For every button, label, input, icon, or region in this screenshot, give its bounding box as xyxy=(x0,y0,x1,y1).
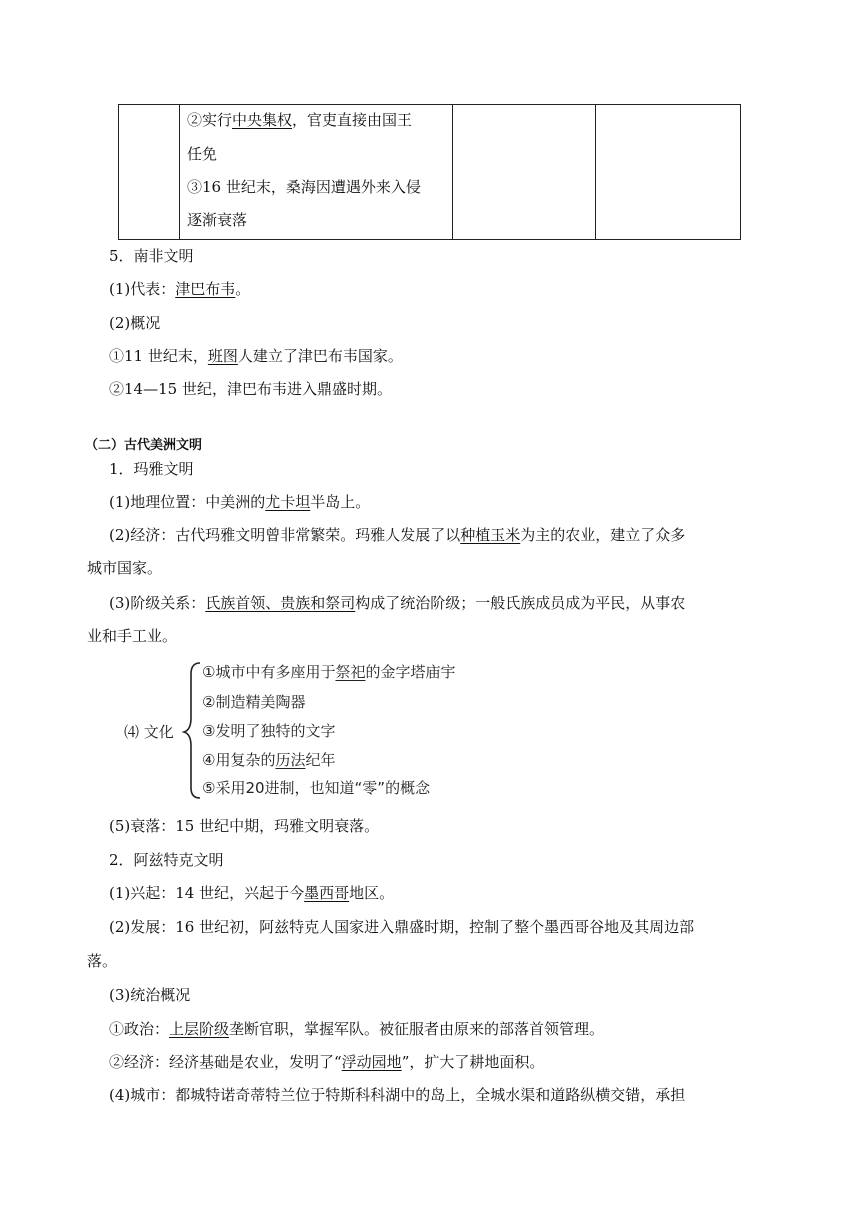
paragraph: ②14—15 世纪，津巴布韦进入鼎盛时期。 xyxy=(109,380,392,398)
paragraph: (1)代表：津巴布韦。 xyxy=(109,280,251,298)
paragraph: ①11 世纪末，班图人建立了津巴布韦国家。 xyxy=(109,347,403,365)
table-cell-line: ②实行中央集权，官吏直接由国王 xyxy=(187,111,413,129)
table-cell-line: ③16 世纪末，桑海因遭遇外来入侵 xyxy=(187,178,421,196)
culture-brace-diagram xyxy=(118,658,488,803)
paragraph-continuation: 业和手工业。 xyxy=(87,627,178,645)
table-divider xyxy=(595,105,596,239)
culture-item: ②制造精美陶器 xyxy=(202,693,306,711)
culture-label: ⑷ 文化 xyxy=(124,723,174,741)
paragraph: (2)概况 xyxy=(109,314,161,332)
paragraph: (2)经济：古代玛雅文明曾非常繁荣。玛雅人发展了以种植玉米为主的农业，建立了众多 xyxy=(109,526,686,544)
table-fragment xyxy=(118,104,741,240)
paragraph: ②经济：经济基础是农业，发明了“浮动园地”，扩大了耕地面积。 xyxy=(109,1053,545,1071)
paragraph: (3)统治概况 xyxy=(109,986,191,1004)
culture-item: ④用复杂的历法纪年 xyxy=(202,751,336,769)
paragraph: (3)阶级关系：氏族首领、贵族和祭司构成了统治阶级；一般氏族成员成为平民，从事农 xyxy=(109,594,686,612)
paragraph-continuation: 城市国家。 xyxy=(87,559,163,577)
paragraph: ①政治：上层阶级垄断官职，掌握军队。被征服者由原来的部落首领管理。 xyxy=(109,1020,605,1038)
section-heading: （二）古代美洲文明 xyxy=(85,438,203,453)
heading-south-africa: 5．南非文明 xyxy=(109,247,194,265)
table-divider xyxy=(179,105,180,239)
heading-aztec: 2．阿兹特克文明 xyxy=(109,851,224,869)
table-divider xyxy=(452,105,453,239)
paragraph: (2)发展：16 世纪初，阿兹特克人国家进入鼎盛时期，控制了整个墨西哥谷地及其周边部 xyxy=(109,918,695,936)
table-cell-line: 逐渐衰落 xyxy=(187,211,248,229)
paragraph: (5)衰落：15 世纪中期，玛雅文明衰落。 xyxy=(109,817,380,835)
culture-item: ①城市中有多座用于祭祀的金字塔庙宇 xyxy=(202,663,456,681)
paragraph: (4)城市：都城特诺奇蒂特兰位于特斯科科湖中的岛上，全城水渠和道路纵横交错，承担 xyxy=(109,1086,686,1104)
brace-icon xyxy=(182,660,202,800)
paragraph: (1)地理位置：中美洲的尤卡坦半岛上。 xyxy=(109,493,371,511)
paragraph: (1)兴起：14 世纪，兴起于今墨西哥地区。 xyxy=(109,884,395,902)
culture-item: ③发明了独特的文字 xyxy=(202,722,336,740)
table-cell-line: 任免 xyxy=(187,145,218,163)
paragraph-continuation: 落。 xyxy=(87,952,118,970)
culture-item: ⑤采用20进制，也知道“零”的概念 xyxy=(202,779,431,797)
heading-maya: 1．玛雅文明 xyxy=(109,460,194,478)
